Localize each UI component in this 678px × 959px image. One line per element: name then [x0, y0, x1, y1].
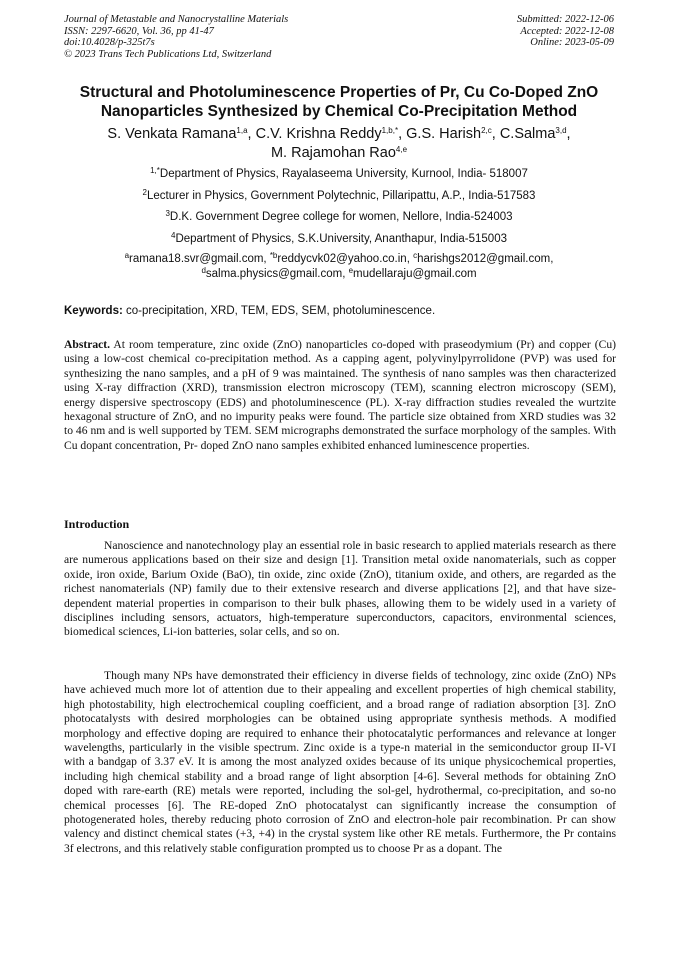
journal-doi: doi:10.4028/p-325t7s — [64, 37, 155, 48]
submitted-date: Submitted: 2022-12-06 — [516, 14, 614, 25]
author-name: C.Salma — [499, 126, 556, 142]
journal-issn: ISSN: 2297-6620, Vol. 36, pp 41-47 — [64, 25, 214, 37]
email-link[interactable]: reddycvk02@yahoo.co.in — [277, 253, 407, 265]
keywords-label: Keywords: — [64, 305, 123, 317]
affiliation — [40, 232, 638, 246]
author-list: S. Venkata Ramana$^{1,a}$, C.V. Krishna Reddy$^{1,b,*}$, G.S. Harish$^{2,c}$, C.Salma$^{3,d}$, M. Rajamohan Rao$^{4,e}$ — [107, 126, 571, 161]
paper-title — [40, 84, 638, 121]
email-sup: c — [413, 251, 418, 260]
author-name: S. Venkata Ramana — [107, 126, 237, 142]
accepted-date: Accepted: 2022-12-08 — [520, 25, 614, 37]
title-line-1: Structural and Photoluminescence Properties of Pr, Cu Co-Doped ZnO — [79, 84, 599, 101]
submission-dates — [517, 14, 614, 49]
abstract — [64, 338, 616, 453]
email-link[interactable]: mudellaraju@gmail.com — [353, 267, 477, 280]
abstract-text: At room temperature, zinc oxide (ZnO) nanoparticles co-doped with praseodymium (Pr) and copper (Cu) using a low-cost chemical co-precipitation method. As a capping agent, polyvinylpyrrolidone (PVP) was used for synthesizing the nano samples, and a pH of 9 was maintained. The synthesis of nano samples was then characterized using X-ray diffraction (XRD), transmission electron microscopy (TEM), scanning electron microscopy (SEM), energy dispersive spectroscopy (EDS) and photoluminescence (PL). X-ray diffraction studies revealed the wurtzite hexagonal structure of ZnO, and no impurity peaks were found. The particle size obtained from XRD studies was 32 to 46 nm and is well supported by TEM. SEM micrographs demonstrated the surface morphology of the samples. With Cu dopant concentration, Pr- doped ZnO nano samples exhibited enhanced luminescence properties. — [64, 338, 616, 452]
section-heading: Introduction — [64, 517, 130, 531]
body-paragraph: Though many NPs have demonstrated their efficiency in diverse fields of technology, zinc oxide (ZnO) NPs have achieved much more lot of attention due to their appealing and excellent properties of high chemical stability, high photostability, high electrochemical coupling coefficient, and a broad range of radiation absorption [3]. ZnO photocatalysts with desired morphologies can be obtained using appropriate synthesis methods. A modified morphology and effective doping are required to enhance their photocatalytic performances and relevance at longer wavelengths, particularly in the visible spectrum. Zinc oxide is a type-n material in the semiconductor group II-VI with a bandgap of 3.37 eV. It is among the most analyzed oxides because of its unique physicochemical properties, including high chemical stability and a broad range of light absorption [4-6]. Several methods for obtaining ZnO doped with rare-earth (RE) metals were reported, including the sol-gel, hydrothermal, co-precipitation, and so-no chemical processes [6]. The RE-doped ZnO photocatalyst can significantly increase the consumption of photogenerated holes, thereby reducing photo corrosion of ZnO and electron-hole pair recombination. Pr can show valency and distinct chemical states (+3, +4) in the crystal system like other RE metals. Furthermore, the Pr contains 3f electrons, and this relatively stable configuration prompted us to choose Pr as a dopant. The — [64, 669, 616, 855]
affiliation-text: Lecturer in Physics, Government Polytechnic, Pillaripattu, A.P., India-517583 — [147, 190, 536, 202]
affiliation — [40, 210, 638, 224]
author-name: G.S. Harish — [406, 126, 482, 142]
author-sup: 1,b,* — [381, 126, 399, 135]
affiliation — [40, 167, 638, 181]
affiliation-text: Department of Physics, S.K.University, Ananthapur, India-515003 — [175, 233, 507, 245]
author-sup: 3,d — [555, 126, 567, 135]
email-sup: e — [348, 265, 354, 275]
email-link[interactable]: salma.physics@gmail.com — [205, 267, 343, 280]
journal-name: Journal of Metastable and Nanocrystalline Materials — [64, 14, 289, 25]
email-sup: *b — [269, 251, 278, 260]
email-link[interactable]: harishgs2012@gmail.com — [417, 253, 551, 265]
author-sup: 1,a — [236, 126, 248, 135]
body-paragraph: Nanoscience and nanotechnology play an essential role in basic research to applied materials research as there are numerous applications based on their size and design [1]. Transition metal oxide nanomaterials, such as copper oxide, iron oxide, Barium Oxide (BaO), tin oxide, zinc oxide (ZnO), titanium oxide, and others, are regarded as the richest nanomaterials (NP) family due to their extensive research and diverse applications [2], and that have size-dependent material properties in comparison to their bulk phases, allowing them to be widely used in a variety of disciplines including sensors, actuators, high-temperature superconductors, capacitors, environmental sciences, biomedical sciences, Li-ion batteries, solar cells, and so on. — [64, 539, 616, 639]
affiliation-text: D.K. Government Degree college for women, Nellore, India-524003 — [169, 211, 513, 223]
title-line-2: Nanoparticles Synthesized by Chemical Co-Precipitation Method — [100, 102, 578, 120]
author-sup: 2,c — [481, 126, 492, 135]
keywords-text: co-precipitation, XRD, TEM, EDS, SEM, photoluminescence. — [126, 305, 436, 317]
author-name: M. Rajamohan Rao — [270, 144, 396, 161]
journal-copyright: © 2023 Trans Tech Publications Ltd, Switzerland — [64, 48, 272, 60]
journal-header — [64, 14, 288, 60]
affiliation-sup: 3 — [165, 209, 170, 218]
affiliation-sup: 4 — [170, 231, 176, 240]
affiliation-sup: 1,* — [150, 166, 160, 175]
abstract-label: Abstract. — [64, 338, 111, 351]
email-link[interactable]: ramana18.svr@gmail.com — [129, 253, 264, 265]
email-sup: d — [201, 265, 206, 275]
affiliation-text: Department of Physics, Rayalaseema University, Kurnool, India- 518007 — [159, 168, 528, 180]
author-sup: 4,e — [395, 144, 408, 154]
online-date: Online: 2023-05-09 — [530, 37, 614, 48]
affiliation-sup: 2 — [142, 188, 147, 197]
email-sup: a — [124, 251, 130, 260]
email-list: $^a$ramana18.svr@gmail.com, $^{*b}$reddycvk02@yahoo.co.in, $^c$harishgs2012@gmail.com, $^d$salma.physics@gmail.com, $^e$mudellaraju@gmail.com — [124, 251, 554, 280]
keywords — [64, 304, 616, 318]
author-name: C.V. Krishna Reddy — [255, 126, 382, 142]
affiliation — [40, 189, 638, 203]
